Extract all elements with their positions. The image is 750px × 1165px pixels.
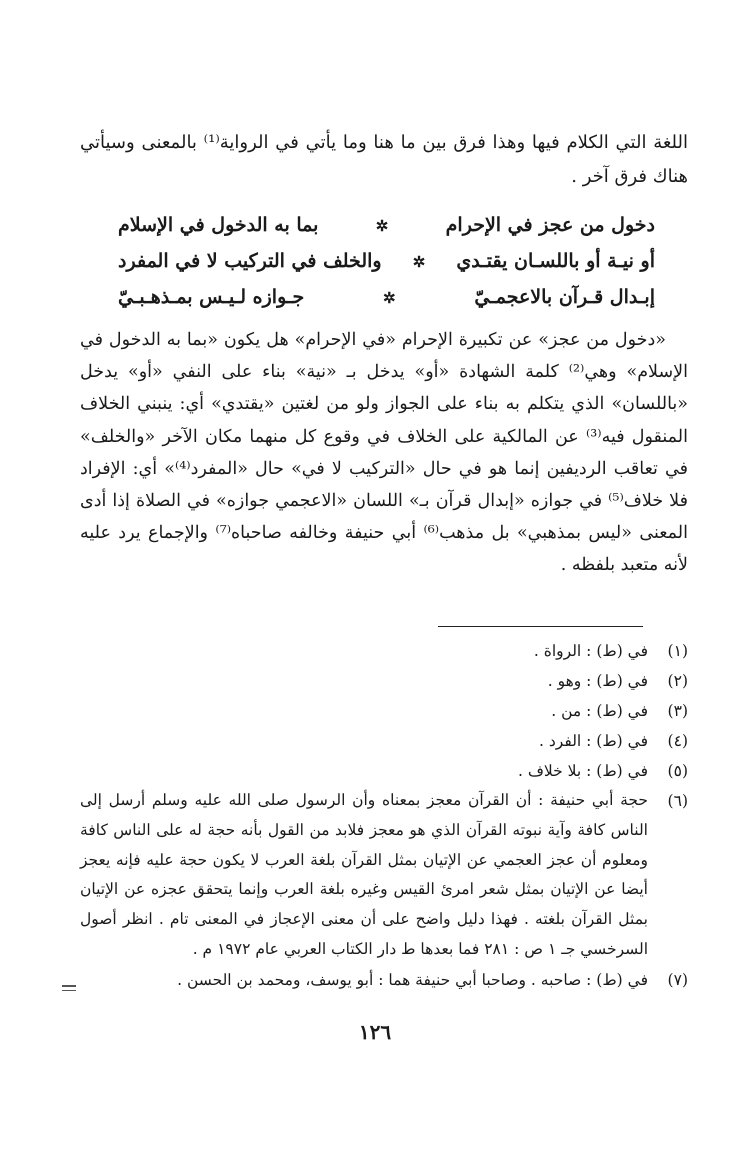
footnote-number: (٢)	[667, 672, 688, 690]
verse-left-hemistich: والخلف في التركيب لا في المفرد	[118, 250, 382, 272]
verse-block	[118, 208, 655, 316]
verse-right-hemistich: إبـدال قـرآن بالاعجمـيّ	[474, 286, 655, 308]
footnote-item	[80, 696, 688, 726]
verse-star-separator: ✲	[375, 217, 389, 235]
footnote-number: (٥)	[667, 762, 688, 780]
margin-mark	[62, 985, 76, 993]
footnote-text: في (ط) : الرواة .	[533, 642, 648, 660]
verse-left-hemistich: بما به الدخول في الإسلام	[118, 214, 319, 236]
footnote-text: في (ط) : بلا خلاف .	[517, 762, 648, 780]
footnote-item	[80, 636, 688, 666]
footnote-text: في (ط) : وهو .	[547, 672, 648, 690]
footnote-item	[80, 756, 688, 786]
verse-line	[118, 280, 655, 316]
footnote-item	[80, 666, 688, 696]
footnote-item	[80, 726, 688, 756]
verse-left-hemistich: جـوازه لـيـس بمـذهـبـيّ	[118, 286, 305, 308]
footnote-number: (١)	[667, 642, 688, 660]
commentary-paragraph: «دخول من عجز» عن تكبيرة الإحرام «في الإحرام» هل يكون «بما به الدخول في الإسلام» وهي⁽²⁾ كلمة الشهادة «أو» يدخل بـ «نية» بناء على النفي «أو» يدخل «باللسان» الذي يتكلم به بناء على الجواز ولو من لغتين «يقتدي» أي: ينبني الخلاف المنقول فيه⁽³⁾ عن المالكية على الخلاف في وقوع كل منهما مكان الآخر «والخلف» في تعاقب الرديفين إنما هو في حال «التركيب لا في» حال «المفرد⁽⁴⁾» أي: الإفراد فلا خلاف⁽⁵⁾ في جوازه «إبدال قرآن بـ» اللسان «الاعجمي جوازه» في الصلاة إذا أدى المعنى «ليس بمذهبي» بل مذهب⁽⁶⁾ أبي حنيفة وخالفه صاحباه⁽⁷⁾ والإجماع يرد عليه لأنه متعبد بلفظه .	[80, 330, 689, 576]
footnote-number: (٣)	[667, 702, 688, 720]
footnote-text: في (ط) : الفرد .	[539, 732, 648, 750]
verse-line	[118, 244, 655, 280]
verse-star-separator: ✲	[412, 253, 426, 271]
footnote-text: حجة أبي حنيفة : أن القرآن معجز بمعناه وأن الرسول صلى الله عليه وسلم أرسل إلى الناس كافة وآية نبوته القرآن الذي هو معجز فلابد من القول بأنه حجة له على الناس كافة ومعلوم أن عجز العجمي عن الإتيان بمثل القرآن بلغة العرب لا يكون حجة عليه فإنه يعجز أيضا عن الإتيان بمثل شعر امرئ القيس وغيره بلغة العرب وإنما يتحقق عجزه عن الإتيان بمثل القرآن بلغته . فهذا دليل واضح على أن معنى الإعجاز في المعنى تام . انظر أصول السرخسي جـ ١ ص : ٢٨١ فما بعدها ط دار الكتاب العربي عام ١٩٧٢ م .	[80, 791, 648, 958]
footnote-number: (٦)	[667, 792, 688, 810]
footnote-item	[80, 786, 688, 965]
footnote-divider	[438, 626, 643, 627]
page-number: ١٢٦	[358, 1020, 392, 1044]
footnote-number: (٧)	[667, 970, 688, 989]
footnote-number: (٤)	[667, 732, 688, 750]
verse-star-separator: ✲	[382, 289, 396, 307]
verse-line	[118, 208, 655, 244]
footnote-text: في (ط) : صاحبه . وصاحبا أبي حنيفة هما : أبو يوسف، ومحمد بن الحسن .	[177, 970, 648, 989]
verse-right-hemistich: دخول من عجز في الإحرام	[445, 214, 655, 236]
footnote-text: في (ط) : من .	[551, 702, 648, 720]
intro-paragraph: اللغة التي الكلام فيها وهذا فرق بين ما هنا وما يأتي في الرواية⁽¹⁾ بالمعنى وسيأتي هناك فرق آخر .	[80, 132, 688, 187]
commentary-section	[80, 324, 688, 582]
verse-right-hemistich: أو نيـة أو باللسـان يقتـدي	[456, 250, 655, 272]
footnotes-list	[80, 636, 688, 995]
footnote-item	[80, 965, 688, 995]
